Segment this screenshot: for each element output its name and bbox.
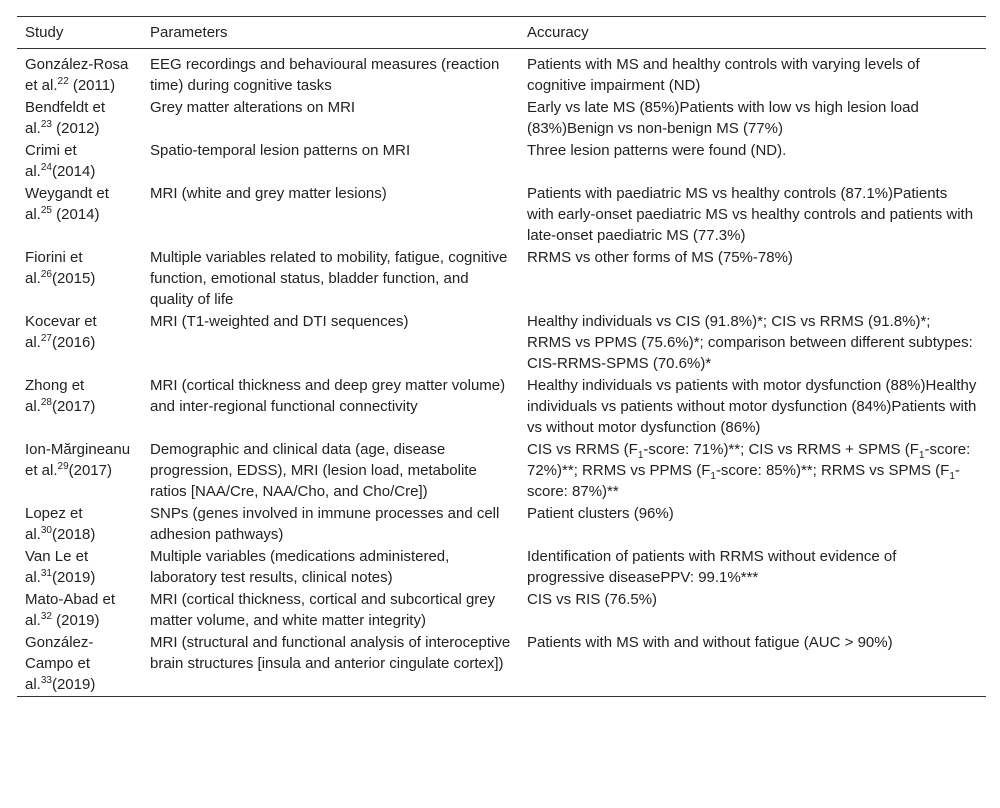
accuracy-cell — [519, 632, 986, 697]
cell-text: González-Campo et al. — [25, 634, 94, 693]
table-row — [17, 439, 986, 503]
subscript: 1 — [918, 450, 925, 461]
study-cell — [17, 247, 142, 311]
study-cell — [17, 439, 142, 503]
parameters-cell — [142, 247, 519, 311]
table-row — [17, 503, 986, 546]
cell-text: (2014) — [51, 163, 96, 180]
accuracy-cell — [519, 97, 986, 140]
cell-text: -score: 71%)**; CIS vs RRMS + SPMS (F — [643, 441, 919, 458]
table-body — [17, 49, 986, 697]
study-cell — [17, 375, 142, 439]
cell-text: CIS vs RIS (76.5%) — [527, 591, 658, 608]
cell-text: Identification of patients with RRMS without evidence of progressive diseasePPV: 99.1%*** — [527, 548, 897, 586]
cell-text: (2011) — [68, 77, 116, 94]
cell-text: Patients with paediatric MS vs healthy controls (87.1%)Patients with early-onset paediatric MS vs healthy controls and patients with late-onset paediatric MS (77.3%) — [527, 185, 974, 244]
parameters-cell — [142, 183, 519, 247]
cell-text: Healthy individuals vs CIS (91.8%)*; CIS vs RRMS (91.8%)*; RRMS vs PPMS (75.6%)*; comparison between different subtypes: CIS-RRMS-SPMS (70.6%)* — [527, 313, 973, 372]
header-row — [17, 17, 986, 49]
accuracy-cell — [519, 311, 986, 375]
cell-text: Patients with MS with and without fatigue (AUC > 90%) — [527, 634, 893, 651]
cell-text: (2019) — [51, 569, 96, 586]
cell-text: Multiple variables (medications administered, laboratory test results, clinical notes) — [150, 548, 450, 586]
cell-text: MRI (white and grey matter lesions) — [150, 185, 387, 202]
table-row — [17, 140, 986, 183]
cell-text: (2017) — [68, 462, 113, 479]
table-row — [17, 632, 986, 697]
header-study: Study — [25, 24, 64, 41]
table-row — [17, 97, 986, 140]
cell-text: Van Le et al. — [25, 548, 89, 586]
reference-number: 26 — [40, 269, 52, 280]
cell-text: EEG recordings and behavioural measures (reaction time) during cognitive tasks — [150, 56, 500, 94]
parameters-cell — [142, 632, 519, 697]
reference-number: 27 — [40, 333, 52, 344]
subscript: 1 — [710, 471, 716, 482]
study-cell — [17, 632, 142, 697]
study-cell — [17, 589, 142, 632]
table-row — [17, 375, 986, 439]
cell-text: Spatio-temporal lesion patterns on MRI — [150, 142, 411, 159]
cell-text: (2017) — [51, 398, 96, 415]
table-row — [17, 546, 986, 589]
study-cell — [17, 503, 142, 546]
study-cell — [17, 546, 142, 589]
accuracy-cell — [519, 140, 986, 183]
cell-text: Weygandt et al. — [25, 185, 109, 223]
reference-number: 32 — [40, 611, 52, 622]
cell-text: Mato-Abad et al. — [25, 591, 116, 629]
parameters-cell — [142, 439, 519, 503]
cell-text: Lopez et al. — [25, 505, 83, 543]
cell-text: -score: 72%)**; RRMS vs PPMS (F — [527, 441, 971, 479]
study-cell — [17, 311, 142, 375]
accuracy-cell — [519, 49, 986, 98]
cell-text: MRI (structural and functional analysis of interoceptive brain structures [insula and anterior cingulate cortex]) — [150, 634, 511, 672]
cell-text: Fiorini et al. — [25, 249, 83, 287]
cell-text: RRMS vs other forms of MS (75%-78%) — [527, 249, 793, 266]
accuracy-cell — [519, 503, 986, 546]
cell-text: (2014) — [51, 206, 100, 223]
cell-text: Patient clusters (96%) — [527, 505, 674, 522]
reference-number: 29 — [57, 461, 69, 472]
cell-text: González-Rosa et al. — [25, 56, 129, 94]
header-parameters: Parameters — [150, 24, 228, 41]
cell-text: (2019) — [51, 676, 96, 693]
subscript: 1 — [637, 450, 644, 461]
cell-text: MRI (cortical thickness and deep grey matter volume) and inter-regional functional connectivity — [150, 377, 506, 415]
accuracy-cell — [519, 439, 986, 503]
studies-table — [17, 16, 986, 697]
parameters-cell — [142, 49, 519, 98]
study-cell — [17, 183, 142, 247]
cell-text: Multiple variables related to mobility, fatigue, cognitive function, emotional status, bladder function, and quality of life — [150, 249, 508, 308]
cell-text: MRI (T1-weighted and DTI sequences) — [150, 313, 409, 330]
cell-text: Three lesion patterns were found (ND). — [527, 142, 787, 159]
header-accuracy: Accuracy — [527, 24, 589, 41]
cell-text: Ion-Mărgineanu et al. — [25, 441, 131, 479]
reference-number: 28 — [40, 397, 52, 408]
study-cell — [17, 97, 142, 140]
cell-text: (2015) — [51, 270, 96, 287]
cell-text: CIS vs RRMS (F — [527, 441, 638, 458]
parameters-cell — [142, 140, 519, 183]
reference-number: 22 — [57, 76, 69, 87]
cell-text: Crimi et al. — [25, 142, 77, 180]
cell-text: -score: 85%)**; RRMS vs SPMS (F — [715, 462, 950, 479]
cell-text: Early vs late MS (85%)Patients with low vs high lesion load (83%)Benign vs non-benign MS (77%) — [527, 99, 919, 137]
parameters-cell — [142, 375, 519, 439]
accuracy-cell — [519, 589, 986, 632]
cell-text: Demographic and clinical data (age, disease progression, EDSS), MRI (lesion load, metabolite ratios [NAA/Cre, NAA/Cho, and Cho/Cre]) — [150, 441, 477, 500]
parameters-cell — [142, 311, 519, 375]
parameters-cell — [142, 97, 519, 140]
accuracy-cell — [519, 546, 986, 589]
cell-text: Healthy individuals vs patients with motor dysfunction (88%)Healthy individuals vs patients without motor dysfunction (84%)Patients with vs without motor dysfunction (86%) — [527, 377, 977, 436]
cell-text: Zhong et al. — [25, 377, 85, 415]
study-cell — [17, 140, 142, 183]
reference-number: 31 — [40, 568, 52, 579]
cell-text: (2012) — [51, 120, 100, 137]
cell-text: -score: 87%)** — [527, 462, 960, 500]
reference-number: 24 — [40, 162, 52, 173]
cell-text: Kocevar et al. — [25, 313, 97, 351]
cell-text: SNPs (genes involved in immune processes and cell adhesion pathways) — [150, 505, 500, 543]
cell-text: Patients with MS and healthy controls with varying levels of cognitive impairment (ND) — [527, 56, 920, 94]
reference-number: 33 — [40, 675, 52, 686]
table-row — [17, 183, 986, 247]
cell-text: MRI (cortical thickness, cortical and subcortical grey matter volume, and white matter integrity) — [150, 591, 496, 629]
parameters-cell — [142, 503, 519, 546]
study-cell — [17, 49, 142, 98]
reference-number: 25 — [40, 205, 52, 216]
cell-text: (2016) — [51, 334, 96, 351]
parameters-cell — [142, 546, 519, 589]
cell-text: Grey matter alterations on MRI — [150, 99, 356, 116]
cell-text: (2018) — [51, 526, 96, 543]
table-row — [17, 311, 986, 375]
table-row — [17, 247, 986, 311]
reference-number: 23 — [40, 119, 52, 130]
accuracy-cell — [519, 247, 986, 311]
parameters-cell — [142, 589, 519, 632]
table-row — [17, 49, 986, 98]
cell-text: (2019) — [51, 612, 100, 629]
reference-number: 30 — [40, 525, 52, 536]
table-row — [17, 589, 986, 632]
accuracy-cell — [519, 183, 986, 247]
accuracy-cell — [519, 375, 986, 439]
cell-text: Bendfeldt et al. — [25, 99, 106, 137]
subscript: 1 — [949, 471, 955, 482]
